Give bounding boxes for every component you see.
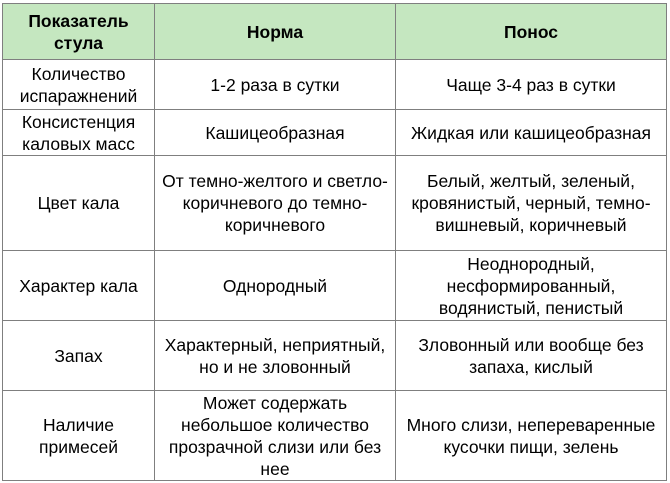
indicator-cell: Количество испаражнений bbox=[3, 60, 155, 110]
header-norm: Норма bbox=[155, 4, 396, 60]
norm-cell: Может содержать небольшое количество прозрачной слизи или без нее bbox=[155, 391, 396, 481]
norm-cell: 1-2 раза в сутки bbox=[155, 60, 396, 110]
table-row bbox=[3, 391, 667, 481]
diarrhea-cell: Зловонный или вообще без запаха, кислый bbox=[396, 321, 667, 391]
header-indicator: Показатель стула bbox=[3, 4, 155, 60]
table-row bbox=[3, 251, 667, 321]
norm-cell: Однородный bbox=[155, 251, 396, 321]
diarrhea-cell: Много слизи, непереваренные кусочки пищи, зелень bbox=[396, 391, 667, 481]
diarrhea-cell: Белый, желтый, зеленый, кровянистый, черный, темно-вишневый, коричневый bbox=[396, 156, 667, 251]
indicator-cell: Цвет кала bbox=[3, 156, 155, 251]
norm-cell: Характерный, неприятный, но и не зловонный bbox=[155, 321, 396, 391]
header-diarrhea: Понос bbox=[396, 4, 667, 60]
indicator-cell: Характер кала bbox=[3, 251, 155, 321]
norm-cell: Кашицеобразная bbox=[155, 110, 396, 156]
indicator-cell: Запах bbox=[3, 321, 155, 391]
indicator-cell: Консистенция каловых масс bbox=[3, 110, 155, 156]
norm-cell: От темно-желтого и светло-коричневого до темно-коричневого bbox=[155, 156, 396, 251]
table-row bbox=[3, 60, 667, 110]
table-row bbox=[3, 321, 667, 391]
indicator-cell: Наличие примесей bbox=[3, 391, 155, 481]
diarrhea-cell: Чаще 3-4 раз в сутки bbox=[396, 60, 667, 110]
diarrhea-cell: Неоднородный, несформированный, водянистый, пенистый bbox=[396, 251, 667, 321]
comparison-table bbox=[2, 3, 667, 481]
header-row bbox=[3, 4, 667, 60]
table-row bbox=[3, 156, 667, 251]
diarrhea-cell: Жидкая или кашицеобразная bbox=[396, 110, 667, 156]
table-row bbox=[3, 110, 667, 156]
